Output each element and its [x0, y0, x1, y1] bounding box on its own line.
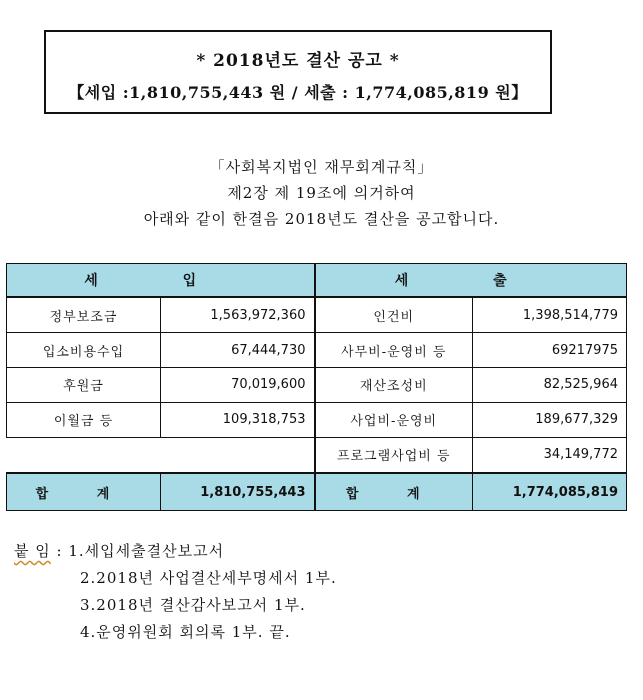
income-header: 세 입 [7, 264, 315, 298]
income-label: 이월금 등 [7, 402, 161, 437]
income-label: 정부보조금 [7, 297, 161, 333]
income-total-label: 합 계 [7, 473, 161, 511]
attachment-item: : 1.세입세출결산보고서 [56, 542, 225, 560]
expense-header: 세 출 [315, 264, 627, 298]
notice-title-box [44, 30, 552, 114]
expense-value: 189,677,329 [473, 402, 627, 437]
income-label: 입소비용수입 [7, 333, 161, 368]
income-value: 67,444,730 [161, 333, 315, 368]
income-value: 70,019,600 [161, 368, 315, 403]
expense-value: 82,525,964 [473, 368, 627, 403]
income-total-value: 1,810,755,443 [161, 473, 315, 511]
expense-label: 사무비-운영비 등 [315, 333, 473, 368]
income-value: 1,563,972,360 [161, 297, 315, 333]
expense-label: 인건비 [315, 297, 473, 333]
settlement-table [6, 263, 627, 511]
expense-value: 1,398,514,779 [473, 297, 627, 333]
expense-total-value: 1,774,085,819 [473, 473, 627, 511]
article-reference: 제2장 제 19조에 의거하여 [227, 184, 416, 202]
expense-label: 재산조성비 [315, 368, 473, 403]
expense-label: 사업비-운영비 [315, 402, 473, 437]
expense-total-label: 합 계 [315, 473, 473, 511]
expense-value: 69217975 [473, 333, 627, 368]
expense-value: 34,149,772 [473, 437, 627, 473]
regulation-reference: 「사회복지법인 재무회계규칙」 [209, 158, 434, 176]
notice-title: * 2018년도 결산 공고 * [196, 51, 400, 71]
attachments-first-line [14, 540, 224, 561]
attachment-item: 4.운영위원회 회의록 1부. 끝. [80, 623, 291, 641]
income-label: 후원금 [7, 368, 161, 403]
expense-label: 프로그램사업비 등 [315, 437, 473, 473]
announcement-text: 아래와 같이 한결음 2018년도 결산을 공고합니다. [143, 210, 500, 228]
attachment-item: 2.2018년 사업결산세부명세서 1부. [80, 569, 337, 587]
income-value: 109,318,753 [161, 402, 315, 437]
budget-summary: 【세입 :1,810,755,443 원 / 세출 : 1,774,085,819 원】 [68, 83, 528, 102]
attachments-heading: 붙 임 [14, 542, 51, 560]
attachment-item: 3.2018년 결산감사보고서 1부. [80, 596, 306, 614]
